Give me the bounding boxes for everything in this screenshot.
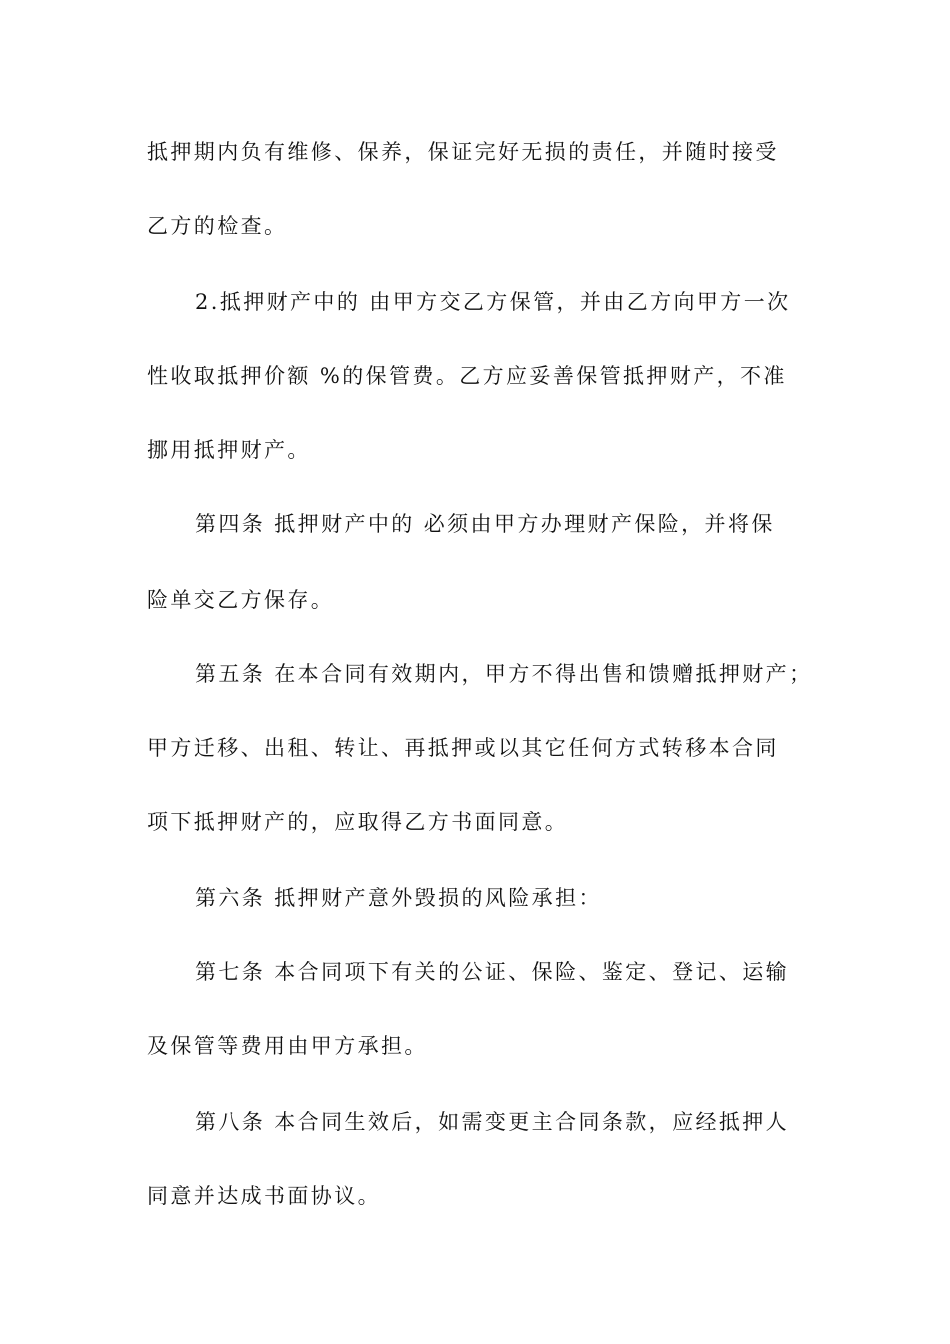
text-line: 第四条 抵押财产中的 必须由甲方办理财产保险，并将保: [195, 512, 775, 536]
text-line: 第六条 抵押财产意外毁损的风险承担：: [195, 886, 602, 910]
text-line: 险单交乙方保存。: [147, 588, 335, 612]
text-line: 第七条 本合同项下有关的公证、保险、鉴定、登记、运输: [195, 960, 790, 984]
text-line: 同意并达成书面协议。: [147, 1184, 381, 1208]
text-line: 第五条 在本合同有效期内，甲方不得出售和馈赠抵押财产；: [195, 662, 813, 686]
text-line: 2.抵押财产中的 由甲方交乙方保管，并由乙方向甲方一次: [195, 290, 791, 314]
text-line: 项下抵押财产的，应取得乙方书面同意。: [147, 810, 569, 834]
text-line: 挪用抵押财产。: [147, 438, 311, 462]
text-line: 乙方的检查。: [147, 214, 288, 238]
text-line: 第八条 本合同生效后，如需变更主合同条款，应经抵押人: [195, 1110, 790, 1134]
text-line: 性收取抵押价额 %的保管费。乙方应妥善保管抵押财产，不准: [147, 364, 787, 388]
text-line: 甲方迁移、出租、转让、再抵押或以其它任何方式转移本合同: [147, 736, 779, 760]
text-line: 抵押期内负有维修、保养，保证完好无损的责任，并随时接受: [147, 140, 779, 164]
text-line: 及保管等费用由甲方承担。: [147, 1034, 428, 1058]
